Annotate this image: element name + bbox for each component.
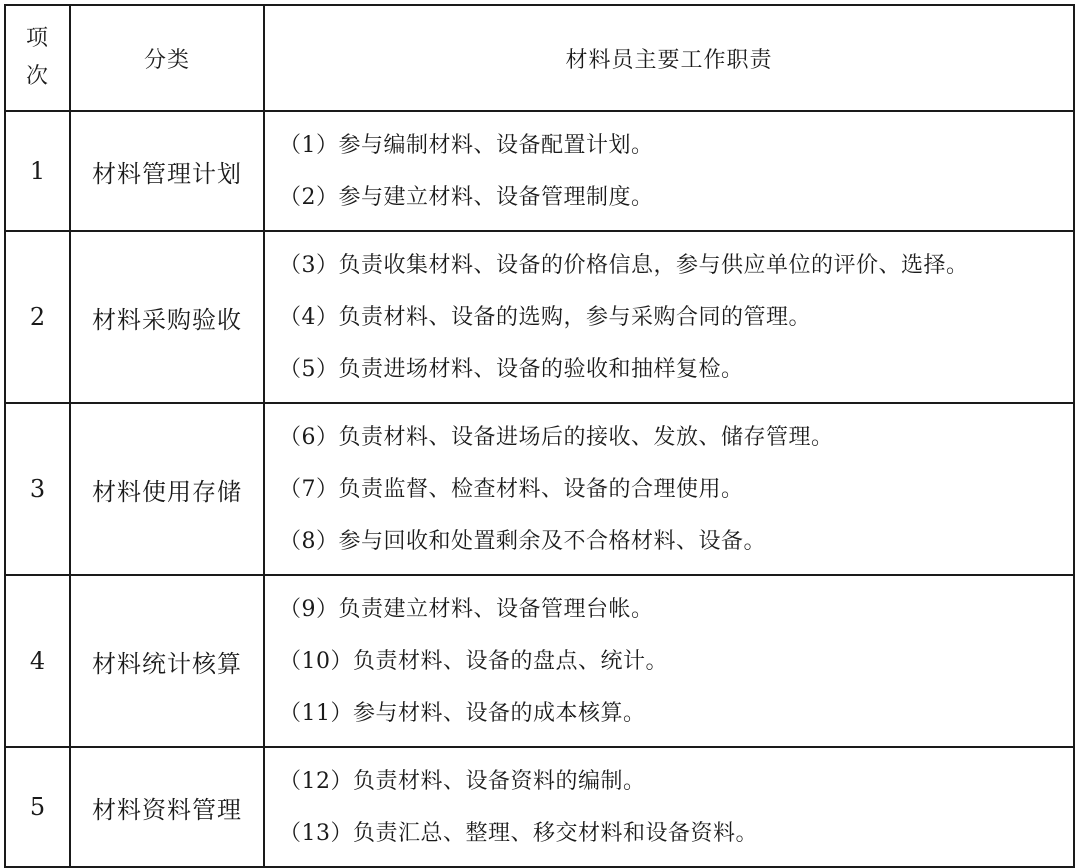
duty-item: （2）参与建立材料、设备管理制度。 — [279, 185, 654, 210]
table-row — [5, 111, 1074, 231]
row-duties — [264, 747, 1074, 867]
header-category: 分类 — [70, 5, 264, 111]
duty-item: （7）负责监督、检查材料、设备的合理使用。 — [279, 477, 744, 502]
duty-item: （9）负责建立材料、设备管理台帐。 — [279, 597, 654, 622]
header-item-no — [5, 5, 70, 111]
row-number: 4 — [5, 575, 70, 747]
row-category: 材料统计核算 — [70, 575, 264, 747]
header-item-no-line1: 项 — [25, 26, 49, 51]
table-row — [5, 747, 1074, 867]
row-duties — [264, 575, 1074, 747]
row-number: 1 — [5, 111, 70, 231]
row-number: 2 — [5, 231, 70, 403]
row-category: 材料使用存储 — [70, 403, 264, 575]
duty-item: （5）负责进场材料、设备的验收和抽样复检。 — [279, 357, 744, 382]
duty-item: （4）负责材料、设备的选购，参与采购合同的管理。 — [279, 305, 811, 330]
table-row — [5, 403, 1074, 575]
duty-table — [4, 4, 1075, 868]
table-row — [5, 575, 1074, 747]
duty-item: （12）负责材料、设备资料的编制。 — [279, 769, 646, 794]
row-duties — [264, 403, 1074, 575]
header-item-no-line2: 次 — [25, 64, 49, 89]
duty-item: （11）参与材料、设备的成本核算。 — [279, 701, 646, 726]
row-number: 5 — [5, 747, 70, 867]
header-duties: 材料员主要工作职责 — [264, 5, 1074, 111]
duty-item: （1）参与编制材料、设备配置计划。 — [279, 133, 654, 158]
duty-item: （8）参与回收和处置剩余及不合格材料、设备。 — [279, 529, 766, 554]
row-duties — [264, 111, 1074, 231]
row-duties — [264, 231, 1074, 403]
row-category: 材料管理计划 — [70, 111, 264, 231]
table-header-row — [5, 5, 1074, 111]
row-number: 3 — [5, 403, 70, 575]
duty-item: （13）负责汇总、整理、移交材料和设备资料。 — [279, 821, 758, 846]
table-row — [5, 231, 1074, 403]
row-category: 材料采购验收 — [70, 231, 264, 403]
duty-item: （10）负责材料、设备的盘点、统计。 — [279, 649, 668, 674]
duty-item: （6）负责材料、设备进场后的接收、发放、储存管理。 — [279, 425, 834, 450]
row-category: 材料资料管理 — [70, 747, 264, 867]
duty-item: （3）负责收集材料、设备的价格信息，参与供应单位的评价、选择。 — [279, 253, 969, 278]
